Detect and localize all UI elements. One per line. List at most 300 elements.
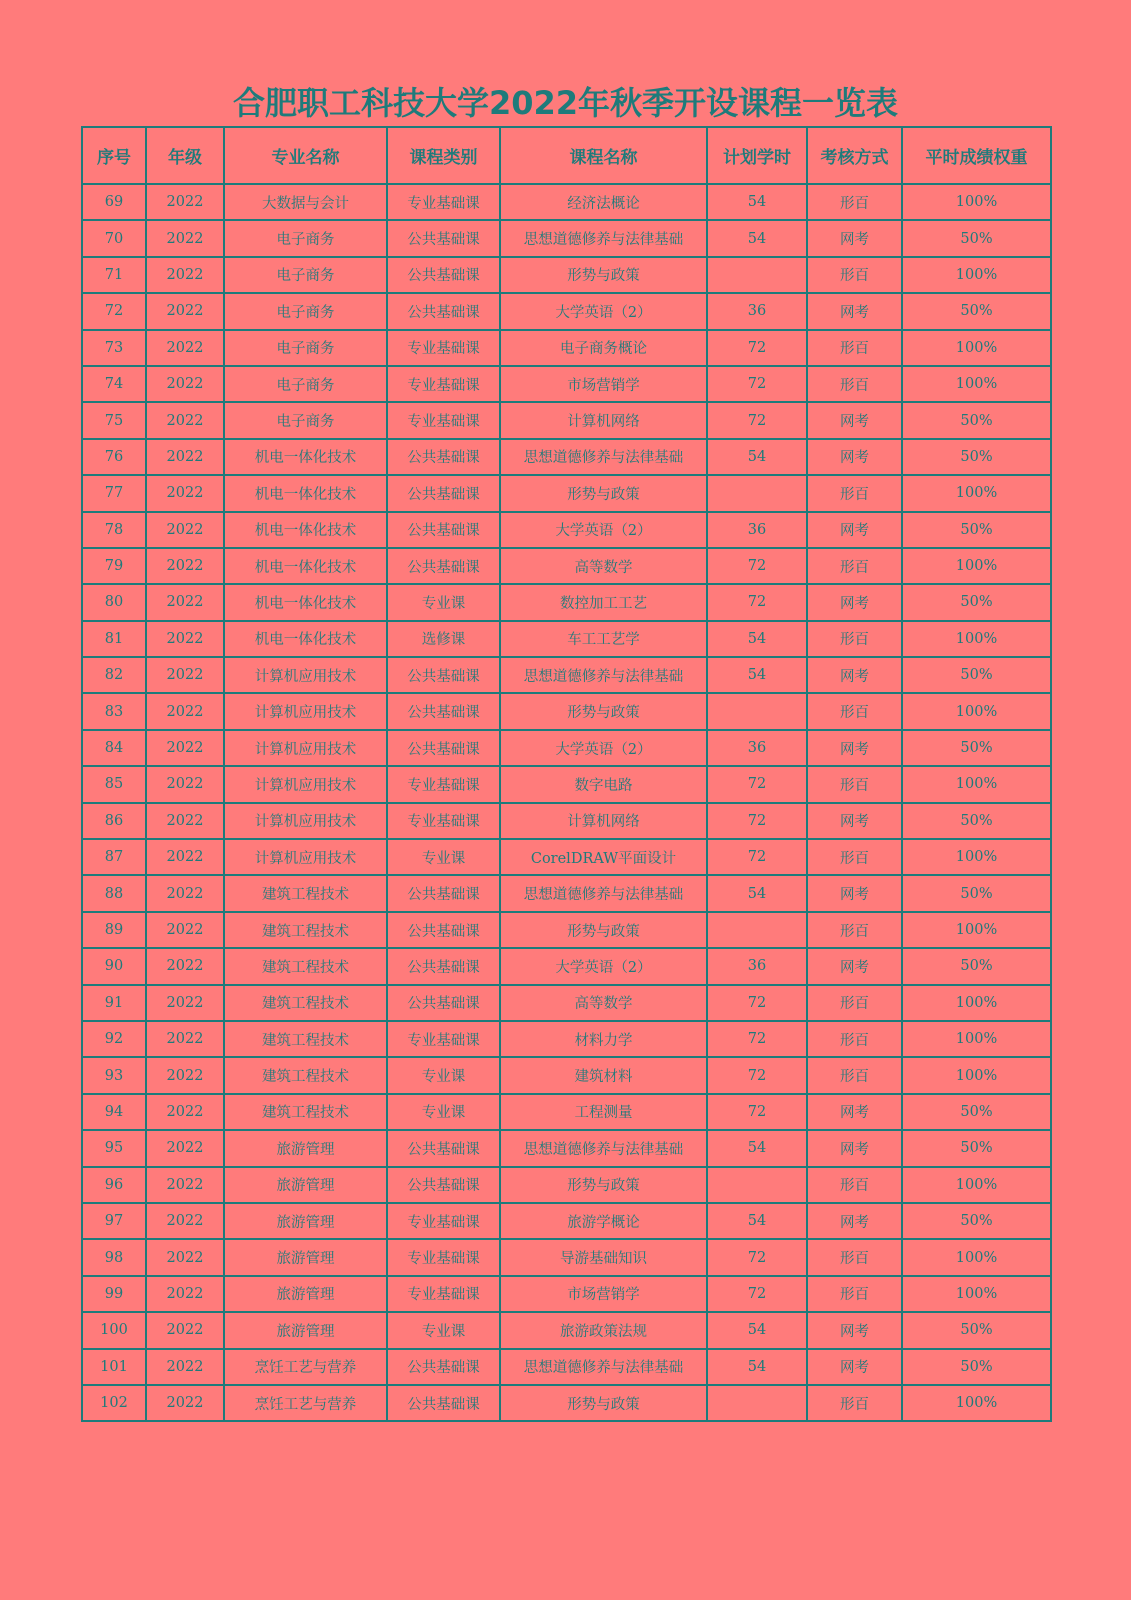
cell-major: 机电一体化技术 xyxy=(224,621,387,657)
cell-category: 专业基础课 xyxy=(387,402,500,438)
cell-grade: 2022 xyxy=(146,1349,224,1385)
table-row xyxy=(82,293,1051,329)
cell-hours: 72 xyxy=(707,1057,807,1093)
cell-grade: 2022 xyxy=(146,1130,224,1166)
cell-weight: 50% xyxy=(902,730,1051,766)
cell-category: 公共基础课 xyxy=(387,475,500,511)
cell-index: 97 xyxy=(82,1203,146,1239)
cell-index: 75 xyxy=(82,402,146,438)
cell-major: 建筑工程技术 xyxy=(224,985,387,1021)
cell-weight: 100% xyxy=(902,1057,1051,1093)
cell-course: 工程测量 xyxy=(500,1094,707,1130)
cell-major: 旅游管理 xyxy=(224,1130,387,1166)
cell-hours: 72 xyxy=(707,548,807,584)
cell-grade: 2022 xyxy=(146,1021,224,1057)
table-row xyxy=(82,402,1051,438)
cell-index: 98 xyxy=(82,1239,146,1275)
cell-exam: 网考 xyxy=(807,1312,902,1348)
cell-weight: 100% xyxy=(902,1167,1051,1203)
cell-course: 形势与政策 xyxy=(500,257,707,293)
header-index: 序号 xyxy=(82,127,146,184)
document-title: 合肥职工科技大学2022年秋季开设课程一览表 xyxy=(232,84,899,122)
cell-index: 71 xyxy=(82,257,146,293)
cell-grade: 2022 xyxy=(146,803,224,839)
cell-major: 旅游管理 xyxy=(224,1239,387,1275)
cell-grade: 2022 xyxy=(146,1239,224,1275)
cell-major: 建筑工程技术 xyxy=(224,875,387,911)
cell-exam: 形百 xyxy=(807,184,902,220)
cell-exam: 网考 xyxy=(807,730,902,766)
table-row xyxy=(82,803,1051,839)
cell-hours: 72 xyxy=(707,330,807,366)
cell-index: 81 xyxy=(82,621,146,657)
cell-exam: 网考 xyxy=(807,293,902,329)
cell-course: 形势与政策 xyxy=(500,475,707,511)
cell-major: 建筑工程技术 xyxy=(224,1057,387,1093)
cell-course: 旅游学概论 xyxy=(500,1203,707,1239)
cell-hours: 54 xyxy=(707,1312,807,1348)
header-category: 课程类别 xyxy=(387,127,500,184)
cell-hours: 36 xyxy=(707,948,807,984)
header-hours: 计划学时 xyxy=(707,127,807,184)
table-row xyxy=(82,766,1051,802)
cell-category: 公共基础课 xyxy=(387,1385,500,1421)
table-row xyxy=(82,730,1051,766)
cell-exam: 网考 xyxy=(807,875,902,911)
cell-hours xyxy=(707,912,807,948)
cell-major: 建筑工程技术 xyxy=(224,1021,387,1057)
cell-index: 73 xyxy=(82,330,146,366)
cell-category: 公共基础课 xyxy=(387,875,500,911)
cell-hours xyxy=(707,257,807,293)
cell-exam: 网考 xyxy=(807,1094,902,1130)
cell-hours: 54 xyxy=(707,220,807,256)
cell-course: 大学英语（2） xyxy=(500,512,707,548)
cell-weight: 100% xyxy=(902,1276,1051,1312)
table-row xyxy=(82,912,1051,948)
cell-hours: 72 xyxy=(707,584,807,620)
table-row xyxy=(82,366,1051,402)
table-row xyxy=(82,220,1051,256)
cell-grade: 2022 xyxy=(146,912,224,948)
cell-course: 形势与政策 xyxy=(500,912,707,948)
cell-hours xyxy=(707,475,807,511)
cell-grade: 2022 xyxy=(146,1385,224,1421)
cell-hours xyxy=(707,1385,807,1421)
table-row xyxy=(82,985,1051,1021)
cell-weight: 100% xyxy=(902,766,1051,802)
cell-weight: 50% xyxy=(902,657,1051,693)
cell-major: 建筑工程技术 xyxy=(224,912,387,948)
cell-exam: 形百 xyxy=(807,548,902,584)
cell-category: 公共基础课 xyxy=(387,1130,500,1166)
cell-index: 90 xyxy=(82,948,146,984)
cell-major: 机电一体化技术 xyxy=(224,512,387,548)
table-row xyxy=(82,1349,1051,1385)
cell-weight: 50% xyxy=(902,1349,1051,1385)
cell-index: 74 xyxy=(82,366,146,402)
cell-category: 专业基础课 xyxy=(387,1021,500,1057)
cell-category: 选修课 xyxy=(387,621,500,657)
cell-course: 思想道德修养与法律基础 xyxy=(500,875,707,911)
cell-course: 数控加工工艺 xyxy=(500,584,707,620)
cell-course: 形势与政策 xyxy=(500,1385,707,1421)
cell-exam: 形百 xyxy=(807,1057,902,1093)
cell-grade: 2022 xyxy=(146,220,224,256)
cell-grade: 2022 xyxy=(146,257,224,293)
cell-category: 公共基础课 xyxy=(387,220,500,256)
cell-hours: 72 xyxy=(707,803,807,839)
cell-grade: 2022 xyxy=(146,584,224,620)
cell-exam: 网考 xyxy=(807,1203,902,1239)
cell-category: 公共基础课 xyxy=(387,1349,500,1385)
cell-course: 思想道德修养与法律基础 xyxy=(500,657,707,693)
cell-index: 102 xyxy=(82,1385,146,1421)
cell-index: 86 xyxy=(82,803,146,839)
cell-exam: 网考 xyxy=(807,1349,902,1385)
cell-category: 专业课 xyxy=(387,1312,500,1348)
cell-index: 87 xyxy=(82,839,146,875)
cell-major: 电子商务 xyxy=(224,257,387,293)
cell-weight: 100% xyxy=(902,912,1051,948)
cell-exam: 形百 xyxy=(807,475,902,511)
cell-course: 思想道德修养与法律基础 xyxy=(500,1130,707,1166)
cell-grade: 2022 xyxy=(146,512,224,548)
cell-course: 车工工艺学 xyxy=(500,621,707,657)
cell-exam: 网考 xyxy=(807,584,902,620)
cell-exam: 形百 xyxy=(807,257,902,293)
cell-course: 导游基础知识 xyxy=(500,1239,707,1275)
table-row xyxy=(82,1094,1051,1130)
cell-category: 公共基础课 xyxy=(387,548,500,584)
cell-weight: 50% xyxy=(902,1130,1051,1166)
cell-index: 69 xyxy=(82,184,146,220)
cell-grade: 2022 xyxy=(146,366,224,402)
cell-hours: 54 xyxy=(707,439,807,475)
cell-weight: 100% xyxy=(902,1239,1051,1275)
table-row xyxy=(82,693,1051,729)
cell-major: 旅游管理 xyxy=(224,1203,387,1239)
cell-index: 101 xyxy=(82,1349,146,1385)
cell-grade: 2022 xyxy=(146,621,224,657)
table-row xyxy=(82,1239,1051,1275)
cell-course: 材料力学 xyxy=(500,1021,707,1057)
cell-hours: 36 xyxy=(707,293,807,329)
cell-exam: 形百 xyxy=(807,985,902,1021)
cell-course: 计算机网络 xyxy=(500,402,707,438)
cell-exam: 形百 xyxy=(807,693,902,729)
cell-index: 82 xyxy=(82,657,146,693)
cell-weight: 100% xyxy=(902,548,1051,584)
cell-course: 旅游政策法规 xyxy=(500,1312,707,1348)
cell-course: 市场营销学 xyxy=(500,366,707,402)
cell-index: 94 xyxy=(82,1094,146,1130)
cell-major: 旅游管理 xyxy=(224,1276,387,1312)
cell-category: 专业基础课 xyxy=(387,766,500,802)
cell-weight: 50% xyxy=(902,439,1051,475)
table-row xyxy=(82,621,1051,657)
cell-grade: 2022 xyxy=(146,475,224,511)
table-row xyxy=(82,512,1051,548)
cell-weight: 50% xyxy=(902,1203,1051,1239)
cell-course: 高等数学 xyxy=(500,548,707,584)
cell-hours: 72 xyxy=(707,1276,807,1312)
cell-course: 经济法概论 xyxy=(500,184,707,220)
cell-hours: 72 xyxy=(707,985,807,1021)
cell-category: 公共基础课 xyxy=(387,293,500,329)
cell-major: 计算机应用技术 xyxy=(224,839,387,875)
cell-grade: 2022 xyxy=(146,184,224,220)
cell-category: 专业课 xyxy=(387,1094,500,1130)
cell-course: 高等数学 xyxy=(500,985,707,1021)
table-row xyxy=(82,1276,1051,1312)
cell-grade: 2022 xyxy=(146,1203,224,1239)
cell-weight: 100% xyxy=(902,257,1051,293)
table-row xyxy=(82,1203,1051,1239)
header-row xyxy=(82,127,1051,184)
cell-weight: 50% xyxy=(902,220,1051,256)
table-row xyxy=(82,1130,1051,1166)
cell-exam: 形百 xyxy=(807,1276,902,1312)
cell-major: 烹饪工艺与营养 xyxy=(224,1385,387,1421)
cell-course: 建筑材料 xyxy=(500,1057,707,1093)
cell-major: 烹饪工艺与营养 xyxy=(224,1349,387,1385)
cell-hours: 72 xyxy=(707,766,807,802)
cell-hours: 54 xyxy=(707,1349,807,1385)
cell-exam: 网考 xyxy=(807,512,902,548)
cell-exam: 形百 xyxy=(807,839,902,875)
cell-index: 84 xyxy=(82,730,146,766)
cell-major: 电子商务 xyxy=(224,293,387,329)
cell-grade: 2022 xyxy=(146,1312,224,1348)
cell-exam: 形百 xyxy=(807,766,902,802)
table-row xyxy=(82,330,1051,366)
cell-weight: 50% xyxy=(902,293,1051,329)
cell-exam: 网考 xyxy=(807,220,902,256)
cell-major: 电子商务 xyxy=(224,366,387,402)
header-major: 专业名称 xyxy=(224,127,387,184)
table-row xyxy=(82,257,1051,293)
cell-course: 计算机网络 xyxy=(500,803,707,839)
cell-hours: 36 xyxy=(707,730,807,766)
cell-hours xyxy=(707,1167,807,1203)
table-row xyxy=(82,875,1051,911)
cell-weight: 100% xyxy=(902,366,1051,402)
cell-category: 专业基础课 xyxy=(387,1203,500,1239)
cell-index: 85 xyxy=(82,766,146,802)
cell-hours: 54 xyxy=(707,621,807,657)
cell-category: 公共基础课 xyxy=(387,512,500,548)
cell-major: 旅游管理 xyxy=(224,1312,387,1348)
cell-hours: 54 xyxy=(707,1130,807,1166)
cell-index: 78 xyxy=(82,512,146,548)
cell-index: 80 xyxy=(82,584,146,620)
cell-exam: 形百 xyxy=(807,330,902,366)
cell-hours: 54 xyxy=(707,875,807,911)
cell-exam: 形百 xyxy=(807,1021,902,1057)
cell-category: 公共基础课 xyxy=(387,948,500,984)
cell-major: 计算机应用技术 xyxy=(224,693,387,729)
cell-course: 形势与政策 xyxy=(500,1167,707,1203)
cell-category: 专业基础课 xyxy=(387,803,500,839)
cell-course: 大学英语（2） xyxy=(500,948,707,984)
cell-course: 形势与政策 xyxy=(500,693,707,729)
cell-course: 思想道德修养与法律基础 xyxy=(500,1349,707,1385)
cell-grade: 2022 xyxy=(146,730,224,766)
cell-grade: 2022 xyxy=(146,875,224,911)
cell-weight: 100% xyxy=(902,330,1051,366)
cell-course: CorelDRAW平面设计 xyxy=(500,839,707,875)
cell-weight: 100% xyxy=(902,475,1051,511)
cell-exam: 网考 xyxy=(807,657,902,693)
cell-grade: 2022 xyxy=(146,293,224,329)
table-row xyxy=(82,1021,1051,1057)
cell-index: 100 xyxy=(82,1312,146,1348)
cell-weight: 100% xyxy=(902,839,1051,875)
table-row xyxy=(82,1312,1051,1348)
cell-weight: 100% xyxy=(902,1385,1051,1421)
cell-index: 72 xyxy=(82,293,146,329)
cell-course: 思想道德修养与法律基础 xyxy=(500,439,707,475)
table-row xyxy=(82,184,1051,220)
cell-category: 专业课 xyxy=(387,1057,500,1093)
cell-exam: 形百 xyxy=(807,1385,902,1421)
cell-index: 93 xyxy=(82,1057,146,1093)
cell-category: 公共基础课 xyxy=(387,257,500,293)
cell-category: 专业基础课 xyxy=(387,366,500,402)
cell-major: 计算机应用技术 xyxy=(224,657,387,693)
header-grade: 年级 xyxy=(146,127,224,184)
cell-weight: 100% xyxy=(902,1021,1051,1057)
cell-hours: 72 xyxy=(707,402,807,438)
cell-exam: 形百 xyxy=(807,1239,902,1275)
cell-hours: 72 xyxy=(707,839,807,875)
cell-exam: 网考 xyxy=(807,803,902,839)
cell-major: 建筑工程技术 xyxy=(224,1094,387,1130)
cell-hours: 54 xyxy=(707,1203,807,1239)
cell-category: 专业基础课 xyxy=(387,1239,500,1275)
cell-index: 88 xyxy=(82,875,146,911)
cell-major: 计算机应用技术 xyxy=(224,766,387,802)
cell-hours: 54 xyxy=(707,657,807,693)
header-weight: 平时成绩权重 xyxy=(902,127,1051,184)
table-row xyxy=(82,839,1051,875)
cell-exam: 网考 xyxy=(807,439,902,475)
header-exam: 考核方式 xyxy=(807,127,902,184)
cell-index: 99 xyxy=(82,1276,146,1312)
cell-hours: 72 xyxy=(707,1094,807,1130)
cell-grade: 2022 xyxy=(146,1167,224,1203)
table-row xyxy=(82,584,1051,620)
cell-index: 92 xyxy=(82,1021,146,1057)
header-course: 课程名称 xyxy=(500,127,707,184)
cell-index: 77 xyxy=(82,475,146,511)
cell-hours: 54 xyxy=(707,184,807,220)
cell-grade: 2022 xyxy=(146,330,224,366)
cell-category: 公共基础课 xyxy=(387,439,500,475)
cell-category: 专业基础课 xyxy=(387,330,500,366)
cell-weight: 50% xyxy=(902,402,1051,438)
cell-major: 电子商务 xyxy=(224,402,387,438)
cell-hours xyxy=(707,693,807,729)
cell-hours: 36 xyxy=(707,512,807,548)
cell-weight: 50% xyxy=(902,1094,1051,1130)
cell-category: 公共基础课 xyxy=(387,1167,500,1203)
cell-major: 计算机应用技术 xyxy=(224,730,387,766)
cell-category: 专业课 xyxy=(387,584,500,620)
cell-category: 专业课 xyxy=(387,839,500,875)
cell-weight: 50% xyxy=(902,803,1051,839)
cell-exam: 网考 xyxy=(807,948,902,984)
table-body xyxy=(82,184,1051,1421)
table-row xyxy=(82,948,1051,984)
cell-hours: 72 xyxy=(707,1239,807,1275)
cell-major: 机电一体化技术 xyxy=(224,548,387,584)
cell-category: 专业基础课 xyxy=(387,1276,500,1312)
cell-grade: 2022 xyxy=(146,1057,224,1093)
cell-course: 电子商务概论 xyxy=(500,330,707,366)
cell-grade: 2022 xyxy=(146,1276,224,1312)
cell-exam: 形百 xyxy=(807,1167,902,1203)
cell-index: 91 xyxy=(82,985,146,1021)
cell-index: 83 xyxy=(82,693,146,729)
cell-major: 旅游管理 xyxy=(224,1167,387,1203)
cell-grade: 2022 xyxy=(146,693,224,729)
course-table xyxy=(81,126,1052,1422)
table-row xyxy=(82,1167,1051,1203)
cell-course: 大学英语（2） xyxy=(500,730,707,766)
cell-index: 89 xyxy=(82,912,146,948)
cell-weight: 50% xyxy=(902,875,1051,911)
cell-course: 大学英语（2） xyxy=(500,293,707,329)
cell-course: 思想道德修养与法律基础 xyxy=(500,220,707,256)
cell-index: 79 xyxy=(82,548,146,584)
cell-weight: 100% xyxy=(902,184,1051,220)
cell-weight: 50% xyxy=(902,1312,1051,1348)
cell-exam: 网考 xyxy=(807,1130,902,1166)
cell-category: 公共基础课 xyxy=(387,912,500,948)
cell-grade: 2022 xyxy=(146,766,224,802)
cell-category: 公共基础课 xyxy=(387,730,500,766)
cell-major: 电子商务 xyxy=(224,220,387,256)
cell-hours: 72 xyxy=(707,1021,807,1057)
cell-exam: 形百 xyxy=(807,912,902,948)
table-header xyxy=(82,127,1051,184)
cell-course: 数字电路 xyxy=(500,766,707,802)
cell-index: 95 xyxy=(82,1130,146,1166)
cell-category: 公共基础课 xyxy=(387,693,500,729)
cell-index: 76 xyxy=(82,439,146,475)
table-row xyxy=(82,657,1051,693)
cell-major: 大数据与会计 xyxy=(224,184,387,220)
cell-course: 市场营销学 xyxy=(500,1276,707,1312)
cell-grade: 2022 xyxy=(146,439,224,475)
cell-major: 建筑工程技术 xyxy=(224,948,387,984)
cell-hours: 72 xyxy=(707,366,807,402)
table-row xyxy=(82,475,1051,511)
cell-grade: 2022 xyxy=(146,1094,224,1130)
cell-category: 公共基础课 xyxy=(387,985,500,1021)
table-row xyxy=(82,548,1051,584)
cell-major: 计算机应用技术 xyxy=(224,803,387,839)
cell-weight: 50% xyxy=(902,512,1051,548)
cell-category: 专业基础课 xyxy=(387,184,500,220)
cell-index: 96 xyxy=(82,1167,146,1203)
table-row xyxy=(82,1057,1051,1093)
cell-grade: 2022 xyxy=(146,402,224,438)
cell-grade: 2022 xyxy=(146,948,224,984)
cell-grade: 2022 xyxy=(146,657,224,693)
